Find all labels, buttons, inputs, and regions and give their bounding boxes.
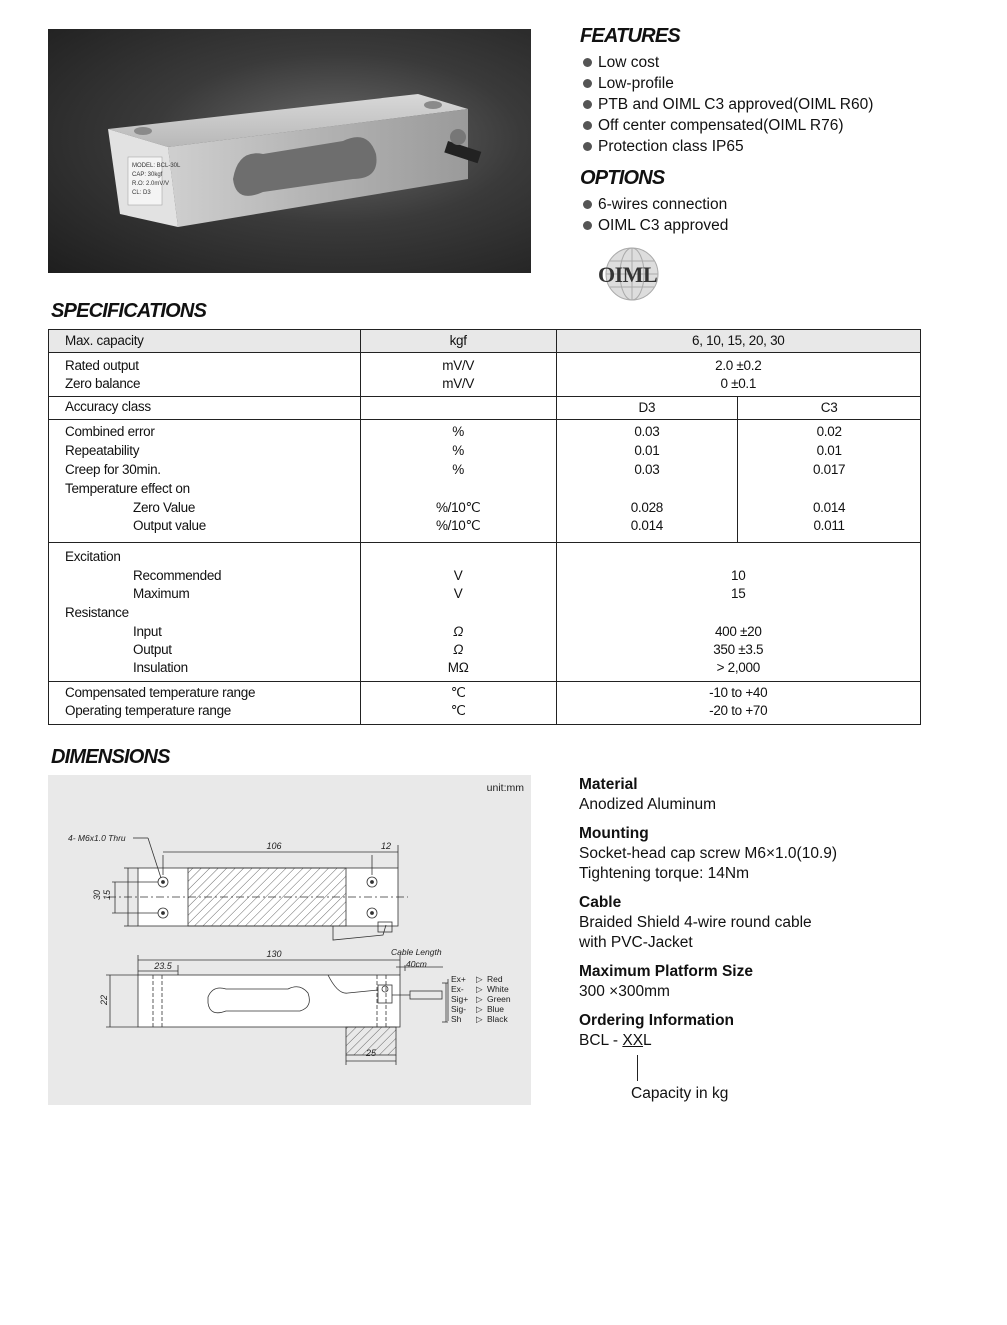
recommended-unit: V [453,568,463,583]
dimensions-drawing [48,775,531,1105]
accuracy-class-label: Accuracy class [49,397,361,420]
table-row [49,330,921,353]
combined-error-unit: % [452,424,465,439]
resistance-value [557,604,920,622]
info-panel [579,775,979,1051]
recommended-value: 10 [731,568,746,583]
maximum-label: Maximum [133,586,190,601]
load-cell-illustration [48,29,531,273]
operating-temp-label: Operating temperature range [65,703,232,718]
wire-color: Black [487,1014,508,1024]
options-list [583,194,728,236]
bullet-icon [583,142,592,151]
temperature-effect-c3 [738,480,920,498]
repeatability-unit: % [452,443,465,458]
list-item: OIML C3 approved [583,215,728,236]
bullet-icon [583,121,592,130]
combined-error-d3: 0.03 [634,424,660,439]
output-value-label: Output value [133,518,206,533]
bullet-icon [583,58,592,67]
output-value-unit: %/10℃ [435,518,481,533]
dim-22-label: 22 [99,994,109,1005]
temperature-effect-d3 [557,480,738,498]
list-item: 6-wires connection [583,194,728,215]
recommended-label: Recommended [133,568,222,583]
dim-15-label: 15 [102,889,112,900]
input-label: Input [133,624,162,639]
table-row [49,543,921,682]
ordering-prefix: BCL - [579,1032,623,1049]
operating-temp-unit: ℃ [450,703,466,718]
bullet-icon [583,200,592,209]
wire-signal: Sig- [451,1004,467,1014]
cable-length-label: Cable Length [391,947,442,957]
photo-label-line: CL: D3 [132,190,151,196]
specifications-heading: SPECIFICATIONS [51,300,207,322]
compensated-temp-unit: ℃ [450,685,466,700]
table-row [49,420,921,543]
wire-color: White [487,984,509,994]
list-item: Low cost [583,52,873,73]
dim-25-label: 25 [365,1048,377,1058]
wire-color: Red [487,974,503,984]
creep-d3: 0.03 [634,462,660,477]
specifications-table [48,329,921,725]
list-item: Protection class IP65 [583,136,873,157]
dim-12-label: 12 [380,841,392,851]
thru-label: 4- M6x1.0 Thru [68,833,126,843]
max-capacity-value: 6, 10, 15, 20, 30 [556,330,920,353]
features-heading: FEATURES [580,25,680,47]
compensated-temp-label: Compensated temperature range [65,685,256,700]
platform-title: Maximum Platform Size [579,963,753,980]
bullet-icon [583,100,592,109]
zero-value-label: Zero Value [133,500,196,515]
table-row [49,397,921,420]
features-list [583,52,873,157]
rated-output-value: 2.0 ±0.2 [715,358,762,373]
mounting-title: Mounting [579,825,649,842]
bullet-icon [583,79,592,88]
max-capacity-unit: kgf [360,330,556,353]
table-row [49,353,921,397]
maximum-unit: V [453,586,463,601]
excitation-unit [361,548,556,566]
accuracy-c3: C3 [738,397,921,420]
output-value: 350 ±3.5 [713,642,764,657]
oiml-logo [596,244,676,304]
torque-value: Tightening torque: 14Nm [579,865,750,882]
rated-output-label: Rated output [65,358,139,373]
excitation-value [557,548,920,566]
resistance-unit [361,604,556,622]
product-photo [48,29,531,273]
unit-label: unit:mm [486,782,524,794]
output-value-d3: 0.014 [630,518,664,533]
compensated-temp-value: -10 to +40 [709,685,768,700]
material-value: Anodized Aluminum [579,796,716,813]
accuracy-d3: D3 [556,397,738,420]
zero-value-c3: 0.014 [812,500,846,515]
wire-color: Blue [487,1004,505,1014]
triangle-icon: ▷ [476,984,483,994]
rated-output-unit: mV/V [442,358,475,373]
excitation-label: Excitation [65,549,121,564]
table-row [49,682,921,725]
ordering-note: Capacity in kg [631,1085,729,1102]
repeatability-d3: 0.01 [634,443,660,458]
repeatability-label: Repeatability [65,443,140,458]
cable-40-label: 40cm [406,959,427,969]
ordering-suffix: L [643,1032,652,1049]
resistance-label: Resistance [65,605,129,620]
wire-signal: Ex+ [451,974,466,984]
photo-label-line: MODEL: BCL-30L [132,163,181,169]
output-label: Output [133,642,172,657]
dim-23-5-label: 23.5 [154,961,172,971]
wire-signal: Ex- [451,984,464,994]
ordering-code [579,1031,979,1051]
operating-temp-value: -20 to +70 [709,703,768,718]
ordering-capacity-code: XX [622,1032,644,1049]
zero-value-d3: 0.028 [630,500,664,515]
list-item: Low-profile [583,73,873,94]
creep-unit: % [452,462,465,477]
ordering-pointer-line [637,1055,638,1081]
insulation-value: > 2,000 [716,660,760,675]
repeatability-c3: 0.01 [816,443,842,458]
triangle-icon: ▷ [476,1014,483,1024]
temperature-effect-label: Temperature effect on [65,481,190,496]
wire-signal: Sig+ [451,994,469,1004]
max-capacity-label: Max. capacity [49,330,361,353]
creep-label: Creep for 30min. [65,462,161,477]
wire-color: Green [487,994,511,1004]
creep-c3: 0.017 [812,462,846,477]
list-item: PTB and OIML C3 approved(OIML R60) [583,94,873,115]
dim-106-label: 106 [266,841,282,851]
dim-130-label: 130 [266,949,282,959]
cable-title: Cable [579,894,622,911]
output-value-c3: 0.011 [813,518,845,533]
bullet-icon [583,221,592,230]
technical-drawing [48,775,531,1105]
insulation-label: Insulation [133,660,188,675]
output-unit: Ω [453,642,464,657]
dim-30-label: 30 [92,889,102,900]
photo-label-line: R.O: 2.0mV/V [132,181,170,187]
photo-label-line: CAP: 30kgf [132,172,163,178]
input-unit: Ω [453,624,464,639]
triangle-icon: ▷ [476,994,483,1004]
triangle-icon: ▷ [476,1004,483,1014]
zero-value-unit: %/10℃ [435,500,481,515]
mounting-value: Socket-head cap screw M6×1.0(10.9) [579,845,838,862]
zero-balance-value: 0 ±0.1 [720,376,757,391]
combined-error-label: Combined error [65,424,155,439]
options-heading: OPTIONS [580,167,665,189]
platform-value: 300 ×300mm [579,983,670,1000]
material-title: Material [579,776,638,793]
oiml-logo-text: OIML [598,262,658,287]
temperature-effect-unit [361,480,556,498]
zero-balance-unit: mV/V [442,376,475,391]
cable-value: Braided Shield 4-wire round cable [579,914,812,931]
wire-signal: Sh [451,1014,462,1024]
insulation-unit: MΩ [447,660,469,675]
dimensions-heading: DIMENSIONS [51,746,170,768]
maximum-value: 15 [731,586,746,601]
cable-jacket-value: with PVC-Jacket [579,934,693,951]
zero-balance-label: Zero balance [65,376,141,391]
triangle-icon: ▷ [476,974,483,984]
input-value: 400 ±20 [714,624,762,639]
ordering-title: Ordering Information [579,1012,734,1029]
combined-error-c3: 0.02 [816,424,842,439]
list-item: Off center compensated(OIML R76) [583,115,873,136]
